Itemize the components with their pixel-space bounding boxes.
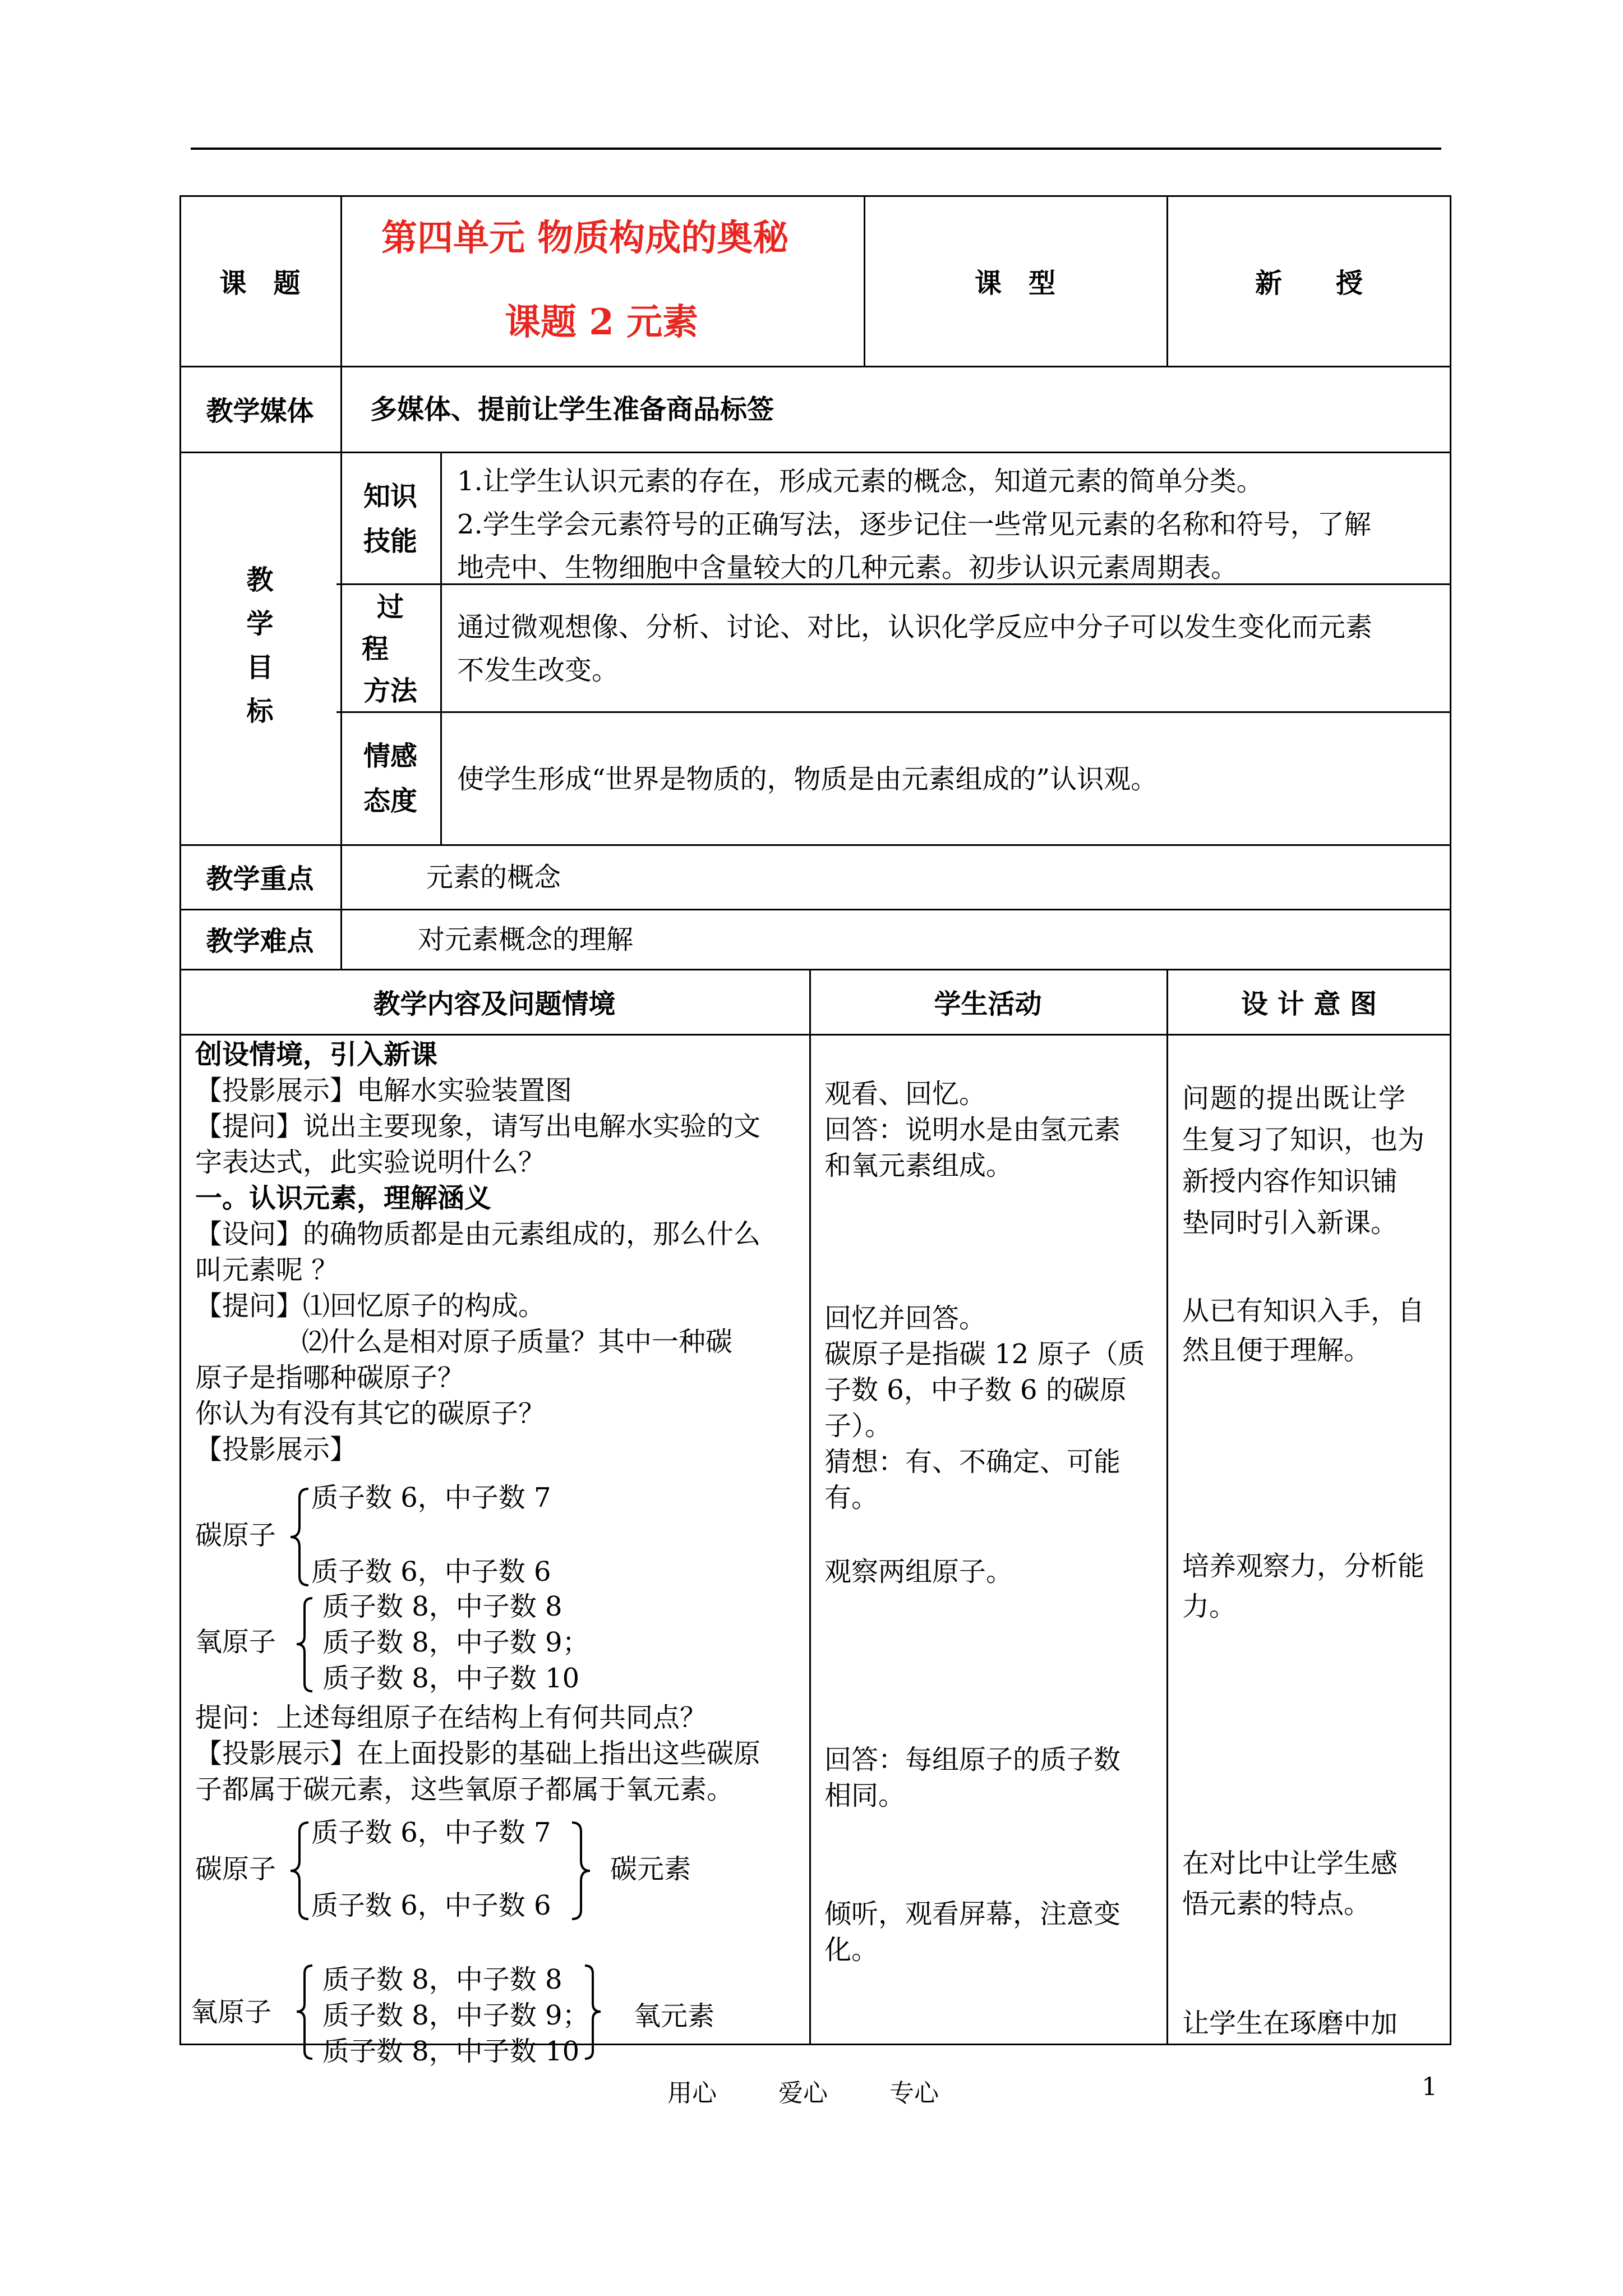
carbon-line-4: 质子数 6，中子数 6: [311, 1890, 551, 1921]
oxygen-brace-1: [294, 1596, 317, 1694]
intent-1: 问题的提出既让学: [1182, 1083, 1407, 1114]
type-label: 课 型: [974, 267, 1055, 299]
carbon-line-2: 质子数 6，中子数 6: [311, 1556, 551, 1588]
oxygen-element: 氧元素: [634, 2000, 715, 2032]
carbon-element: 碳元素: [610, 1853, 691, 1885]
intent-2: 生复习了知识，也为: [1182, 1124, 1425, 1156]
activity-8: 猜想：有、不确定、可能: [824, 1446, 1121, 1478]
focus-label: 教学重点: [206, 863, 314, 895]
emotion-text: 使学生形成“世界是物质的，物质是由元素组成的”认识观。: [457, 763, 1158, 795]
emotion-label: 情感 态度: [363, 740, 417, 817]
header-rule: [191, 148, 1441, 150]
process-label: 过 程 方法: [362, 591, 417, 707]
lesson-title: 课题 2 元素: [505, 301, 699, 343]
intent-10: 悟元素的特点。: [1182, 1888, 1371, 1920]
oxygen-lines-2: 质子数 8，中子数 8 质子数 8，中子数 9； 质子数 8，中子数 10: [322, 1964, 589, 2067]
carbon-label: 碳原子: [195, 1520, 276, 1551]
col-intent-header: 设 计 意 图: [1241, 988, 1377, 1020]
carbon-brace-1: [286, 1487, 314, 1588]
intent-3: 新授内容作知识铺: [1182, 1166, 1398, 1197]
activity-10: 观察两组原子。: [824, 1556, 1013, 1588]
oxygen-label-2: 氧原子: [191, 1996, 272, 2028]
intent-7: 培养观察力，分析能: [1182, 1550, 1425, 1582]
carbon-line-1: 质子数 6，中子数 7: [311, 1482, 551, 1513]
knowledge-text: 1.让学生认识元素的存在，形成元素的概念，知道元素的简单分类。 2.学生学会元素符号的正确写法，逐步记住一些常见元素的名称和符号，了解 地壳中、生物细胞中含量较大的几种元素。初步认识元素周期表。: [457, 466, 1371, 583]
subject-label: 课 题: [219, 267, 301, 299]
intent-11: 让学生在琢磨中加: [1182, 2008, 1398, 2039]
oxygen-brace-2: [294, 1963, 317, 2062]
activity-4: 回忆并回答。: [824, 1303, 986, 1334]
activity-1: 观看、回忆。: [824, 1078, 986, 1110]
goals-label: 教 学 目 标: [246, 564, 274, 727]
activity-6: 子数 6，中子数 6 的碳原: [824, 1374, 1127, 1406]
carbon-line-3: 质子数 6，中子数 7: [311, 1817, 551, 1848]
page-number: 1: [1422, 2073, 1437, 2101]
activity-5: 碳原子是指碳 12 原子（质: [824, 1338, 1145, 1370]
intent-4: 垫同时引入新课。: [1182, 1207, 1398, 1239]
unit-title: 第四单元 物质构成的奥秘: [381, 217, 789, 259]
col-activity-header: 学生活动: [934, 988, 1042, 1020]
intent-8: 力。: [1182, 1591, 1237, 1622]
process-text: 通过微观想像、分析、讨论、对比，认识化学反应中分子可以发生变化而元素 不发生改变。: [457, 611, 1373, 686]
content-left: 创设情境，引入新课 【投影展示】电解水实验装置图 【提问】说出主要现象，请写出电解水实验的文 字表达式，此实验说明什么？ 一。认识元素，理解涵义 【设问】的确物质都是由元素组成的，那么什么 叫元素呢 ？ 【提问】⑴回忆原子的构成。 ⑵什么是相对原子质量？其中一种碳 原子是指哪种碳原子？ 你认为有没有其它的碳原子？ 【投影展示】: [195, 1039, 761, 1465]
activity-14: 化。: [824, 1934, 879, 1966]
activity-3: 和氧元素组成。: [824, 1150, 1013, 1181]
footer-motto: 用心 爱心 专心: [667, 2079, 939, 2108]
activity-13: 倾听，观看屏幕，注意变: [824, 1898, 1121, 1930]
intent-9: 在对比中让学生感: [1182, 1848, 1398, 1879]
carbon-close-brace: [566, 1820, 594, 1921]
col-content-header: 教学内容及问题情境: [373, 988, 616, 1020]
media-label: 教学媒体: [206, 395, 314, 427]
intent-6: 然且便于理解。: [1182, 1335, 1371, 1366]
carbon-label-2: 碳原子: [195, 1853, 276, 1885]
type-value: 新 授: [1255, 267, 1363, 299]
intent-5: 从已有知识入手，自: [1182, 1295, 1425, 1327]
knowledge-label: 知识 技能: [363, 481, 417, 557]
oxygen-close-brace: [580, 1963, 603, 2062]
activity-2: 回答：说明水是由氢元素: [824, 1114, 1121, 1145]
activity-12: 相同。: [824, 1780, 906, 1811]
carbon-brace-2: [286, 1820, 314, 1921]
activity-9: 有。: [824, 1482, 879, 1513]
difficulty-value: 对元素概念的理解: [418, 924, 634, 955]
difficulty-label: 教学难点: [206, 926, 314, 957]
focus-value: 元素的概念: [426, 862, 561, 893]
content-left-2: 提问：上述每组原子在结构上有何共同点？ 【投影展示】在上面投影的基础上指出这些碳原 子都属于碳元素，这些氧原子都属于氧元素。: [195, 1702, 761, 1805]
oxygen-lines-1: 质子数 8，中子数 8 质子数 8，中子数 9； 质子数 8，中子数 10: [322, 1591, 589, 1694]
activity-7: 子）。: [824, 1410, 892, 1442]
media-value: 多媒体、提前让学生准备商品标签: [370, 394, 774, 425]
oxygen-label: 氧原子: [195, 1626, 276, 1658]
activity-11: 回答：每组原子的质子数: [824, 1744, 1121, 1775]
